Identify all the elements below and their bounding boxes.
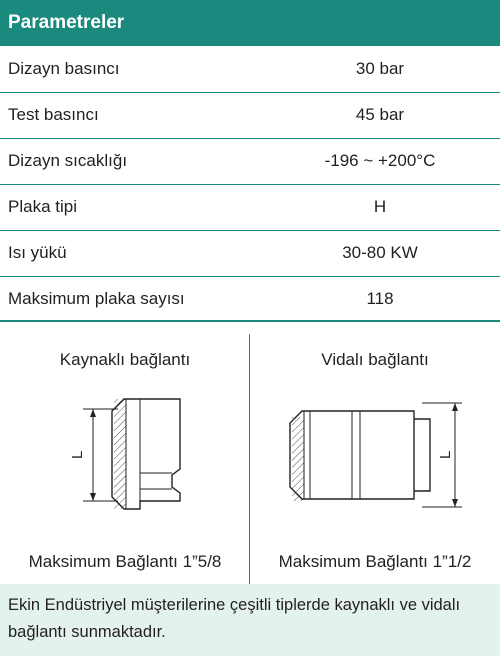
- param-value: H: [373, 197, 387, 216]
- param-row-max-plates: [0, 276, 500, 322]
- welded-fitting-drawing: [0, 389, 250, 549]
- welded-connection-title: Kaynaklı bağlantı: [59, 350, 191, 369]
- param-value: 30-80 KW: [342, 243, 418, 262]
- threaded-length-label: L: [437, 450, 454, 459]
- param-value: -196 ~ +200°C: [324, 151, 436, 170]
- footer-text: Ekin Endüstriyel müşterilerine çeşitli tiplerde kaynaklı ve vidalı bağlantı sunmaktadır.: [8, 596, 461, 641]
- param-label: Plaka tipi: [8, 197, 77, 216]
- welded-connection-panel: [0, 334, 250, 584]
- param-value: 118: [366, 289, 394, 308]
- footer-note: [0, 584, 500, 656]
- param-label: Dizayn basıncı: [8, 59, 120, 78]
- threaded-connection-caption: Maksimum Bağlantı 1”1/2: [278, 552, 472, 571]
- param-label: Maksimum plaka sayısı: [8, 289, 185, 308]
- param-label: Dizayn sıcaklığı: [8, 151, 128, 170]
- param-label: Test basıncı: [8, 105, 99, 124]
- param-row-plate-type: [0, 184, 500, 230]
- param-row-heat-load: [0, 230, 500, 276]
- param-row-test-pressure: [0, 92, 500, 138]
- param-value: 45 bar: [355, 105, 405, 124]
- param-row-design-pressure: [0, 46, 500, 92]
- param-value: 30 bar: [355, 59, 405, 78]
- param-label: Isı yükü: [8, 243, 67, 262]
- param-row-design-temperature: [0, 138, 500, 184]
- table-bottom-border: [0, 320, 500, 322]
- threaded-connection-title: Vidalı bağlantı: [321, 350, 429, 369]
- parameters-title: Parametreler: [8, 12, 125, 33]
- threaded-connection-panel: [250, 334, 500, 584]
- threaded-fitting-drawing: [250, 389, 500, 549]
- welded-connection-caption: Maksimum Bağlantı 1”5/8: [28, 552, 222, 571]
- welded-length-label: L: [69, 450, 86, 459]
- parameters-header: [0, 0, 500, 46]
